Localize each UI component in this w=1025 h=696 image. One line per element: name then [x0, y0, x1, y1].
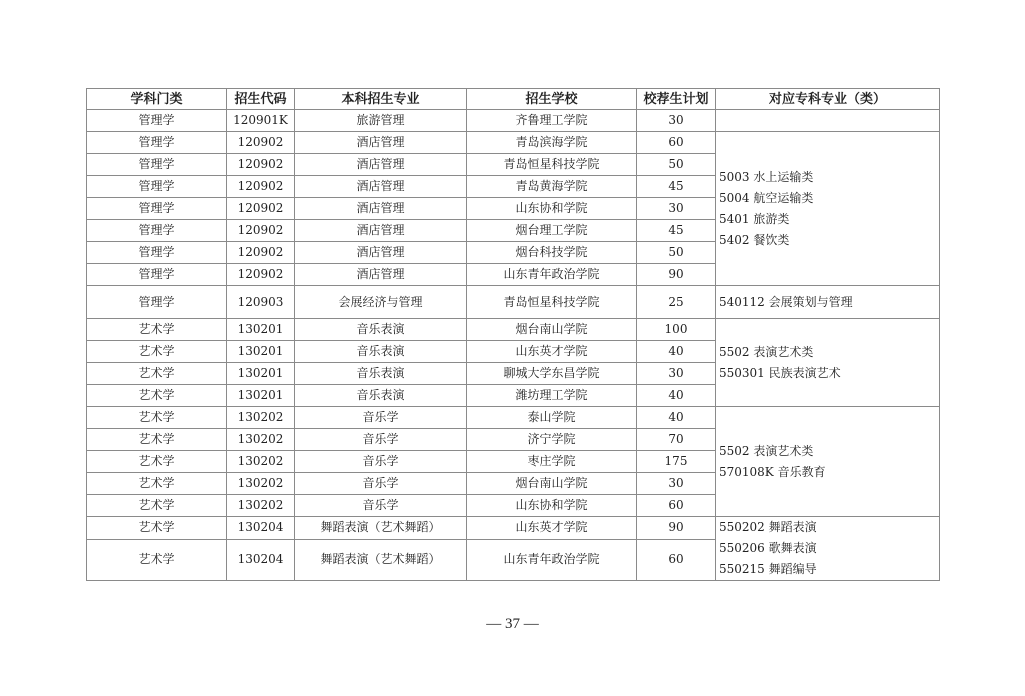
major-cell: 会展经济与管理: [295, 286, 467, 319]
code-cell: 130201: [227, 319, 295, 341]
mapping-line: 570108K 音乐教育: [719, 464, 826, 479]
plan-cell: 100: [637, 319, 716, 341]
category-cell: 艺术学: [87, 407, 227, 429]
code-cell: 120902: [227, 242, 295, 264]
category-cell: 管理学: [87, 264, 227, 286]
code-cell: 120902: [227, 176, 295, 198]
plan-cell: 30: [637, 363, 716, 385]
major-cell: 舞蹈表演（艺术舞蹈）: [295, 539, 467, 580]
category-cell: 艺术学: [87, 341, 227, 363]
table-body: [87, 110, 940, 581]
mapping-line: 5502 表演艺术类: [719, 443, 814, 458]
code-cell: 120902: [227, 154, 295, 176]
code-cell: 130202: [227, 407, 295, 429]
category-cell: 管理学: [87, 286, 227, 319]
plan-cell: 40: [637, 341, 716, 363]
category-cell: 管理学: [87, 154, 227, 176]
code-cell: 130201: [227, 385, 295, 407]
mapping-cell: [716, 132, 940, 286]
code-cell: 120902: [227, 264, 295, 286]
plan-cell: 70: [637, 429, 716, 451]
header-school: 招生学校: [467, 89, 637, 110]
code-cell: 120902: [227, 198, 295, 220]
major-cell: 音乐表演: [295, 385, 467, 407]
mapping-cell: [716, 286, 940, 319]
major-cell: 音乐表演: [295, 341, 467, 363]
school-cell: 山东青年政治学院: [467, 539, 637, 580]
enrollment-plan-table: [86, 88, 940, 581]
table-row: [87, 319, 940, 341]
table-header-row: [87, 89, 940, 110]
school-cell: 泰山学院: [467, 407, 637, 429]
mapping-line: 5003 水上运输类: [719, 169, 814, 184]
plan-cell: 40: [637, 407, 716, 429]
major-cell: 舞蹈表演（艺术舞蹈）: [295, 517, 467, 540]
category-cell: 艺术学: [87, 451, 227, 473]
category-cell: 管理学: [87, 198, 227, 220]
table-row: [87, 110, 940, 132]
code-cell: 120902: [227, 132, 295, 154]
plan-cell: 60: [637, 132, 716, 154]
plan-cell: 25: [637, 286, 716, 319]
code-cell: 130204: [227, 517, 295, 540]
mapping-line: 540112 会展策划与管理: [719, 294, 853, 309]
category-cell: 艺术学: [87, 517, 227, 540]
major-cell: 酒店管理: [295, 154, 467, 176]
table-row: [87, 286, 940, 319]
school-cell: 山东协和学院: [467, 198, 637, 220]
school-cell: 潍坊理工学院: [467, 385, 637, 407]
header-major: 本科招生专业: [295, 89, 467, 110]
school-cell: 山东协和学院: [467, 495, 637, 517]
major-cell: 酒店管理: [295, 264, 467, 286]
code-cell: 120903: [227, 286, 295, 319]
plan-cell: 30: [637, 473, 716, 495]
category-cell: 艺术学: [87, 473, 227, 495]
category-cell: 艺术学: [87, 539, 227, 580]
category-cell: 管理学: [87, 110, 227, 132]
mapping-cell: [716, 407, 940, 517]
major-cell: 音乐学: [295, 473, 467, 495]
category-cell: 艺术学: [87, 429, 227, 451]
table-row: [87, 407, 940, 429]
major-cell: 酒店管理: [295, 242, 467, 264]
plan-cell: 90: [637, 264, 716, 286]
plan-cell: 30: [637, 198, 716, 220]
plan-cell: 90: [637, 517, 716, 540]
school-cell: 青岛黄海学院: [467, 176, 637, 198]
mapping-line: 5402 餐饮类: [719, 232, 790, 247]
category-cell: 艺术学: [87, 495, 227, 517]
header-category: 学科门类: [87, 89, 227, 110]
plan-cell: 45: [637, 220, 716, 242]
major-cell: 酒店管理: [295, 198, 467, 220]
plan-cell: 50: [637, 242, 716, 264]
mapping-line: 5502 表演艺术类: [719, 344, 814, 359]
school-cell: 山东英才学院: [467, 517, 637, 540]
major-cell: 酒店管理: [295, 176, 467, 198]
mapping-line: 550301 民族表演艺术: [719, 365, 841, 380]
category-cell: 艺术学: [87, 385, 227, 407]
category-cell: 管理学: [87, 242, 227, 264]
school-cell: 山东英才学院: [467, 341, 637, 363]
category-cell: 艺术学: [87, 319, 227, 341]
plan-cell: 40: [637, 385, 716, 407]
plan-cell: 30: [637, 110, 716, 132]
mapping-line: 550202 舞蹈表演: [719, 520, 817, 534]
code-cell: 130202: [227, 473, 295, 495]
school-cell: 烟台南山学院: [467, 473, 637, 495]
major-cell: 音乐表演: [295, 363, 467, 385]
plan-cell: 50: [637, 154, 716, 176]
code-cell: 130202: [227, 429, 295, 451]
major-cell: 音乐学: [295, 495, 467, 517]
mapping-line: 550206 歌舞表演: [719, 541, 817, 555]
school-cell: 烟台理工学院: [467, 220, 637, 242]
code-cell: 130204: [227, 539, 295, 580]
category-cell: 管理学: [87, 220, 227, 242]
mapping-line: 5401 旅游类: [719, 211, 790, 226]
header-mapping: 对应专科专业（类）: [716, 89, 940, 110]
table-row: [87, 517, 940, 540]
code-cell: 130202: [227, 451, 295, 473]
plan-cell: 175: [637, 451, 716, 473]
major-cell: 音乐学: [295, 451, 467, 473]
header-code: 招生代码: [227, 89, 295, 110]
major-cell: 旅游管理: [295, 110, 467, 132]
code-cell: 120901K: [227, 110, 295, 132]
plan-cell: 45: [637, 176, 716, 198]
category-cell: 艺术学: [87, 363, 227, 385]
school-cell: 青岛恒星科技学院: [467, 286, 637, 319]
mapping-line: 5004 航空运输类: [719, 190, 814, 205]
major-cell: 酒店管理: [295, 220, 467, 242]
header-plan: 校荐生计划: [637, 89, 716, 110]
major-cell: 音乐表演: [295, 319, 467, 341]
code-cell: 130201: [227, 363, 295, 385]
school-cell: 山东青年政治学院: [467, 264, 637, 286]
mapping-cell: [716, 319, 940, 407]
school-cell: 烟台科技学院: [467, 242, 637, 264]
code-cell: 130201: [227, 341, 295, 363]
code-cell: 130202: [227, 495, 295, 517]
school-cell: 聊城大学东昌学院: [467, 363, 637, 385]
mapping-cell: [716, 110, 940, 132]
major-cell: 酒店管理: [295, 132, 467, 154]
school-cell: 枣庄学院: [467, 451, 637, 473]
school-cell: 烟台南山学院: [467, 319, 637, 341]
school-cell: 齐鲁理工学院: [467, 110, 637, 132]
code-cell: 120902: [227, 220, 295, 242]
category-cell: 管理学: [87, 132, 227, 154]
plan-cell: 60: [637, 495, 716, 517]
category-cell: 管理学: [87, 176, 227, 198]
school-cell: 青岛恒星科技学院: [467, 154, 637, 176]
mapping-cell: [716, 517, 940, 581]
page-number: — 37 —: [486, 616, 539, 632]
major-cell: 音乐学: [295, 407, 467, 429]
table-row: [87, 132, 940, 154]
major-cell: 音乐学: [295, 429, 467, 451]
school-cell: 青岛滨海学院: [467, 132, 637, 154]
plan-cell: 60: [637, 539, 716, 580]
school-cell: 济宁学院: [467, 429, 637, 451]
mapping-line: 550215 舞蹈编导: [719, 562, 817, 576]
